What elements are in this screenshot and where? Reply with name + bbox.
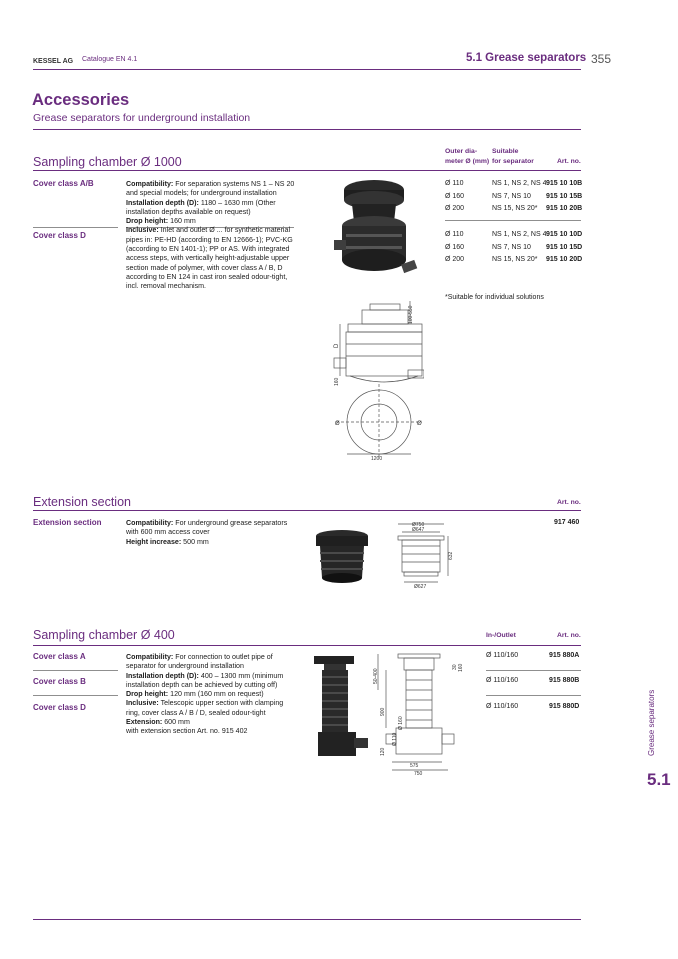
label-cover-a: Cover class A <box>33 652 86 661</box>
dim-632: 632 <box>448 551 454 560</box>
label-cover-b: Cover class B <box>33 677 86 686</box>
dim-30: 30 <box>452 664 458 670</box>
dim-o160: Ø 160 <box>398 716 404 730</box>
dim-o110: Ø 110 <box>392 732 398 746</box>
section-rule <box>33 170 581 171</box>
col-header-art-no-ext: Art. no. <box>557 499 581 506</box>
dim-dia-left: Ø <box>335 421 340 427</box>
header-rule <box>33 69 581 70</box>
dim-dia-right: Ø <box>417 421 422 427</box>
dim-d627: Ø627 <box>414 584 427 590</box>
sampling-chamber-1000-drawing <box>332 296 424 462</box>
col-header-art-no: Art. no. <box>557 158 581 165</box>
label-cover-d-400: Cover class D <box>33 703 86 712</box>
side-tab-label: Grease separators <box>647 689 656 756</box>
dim-900: 900 <box>380 707 386 716</box>
dim-50-400: 50-400 <box>373 668 379 684</box>
table-d-artno: 915 10 10D 915 10 15D 915 10 20D <box>546 231 583 263</box>
sampling-400-rule <box>33 645 581 646</box>
dim-d647: Ø647 <box>412 527 425 533</box>
page-number: 355 <box>591 52 612 66</box>
row-400-b-inout: Ø 110/160 <box>486 677 519 684</box>
dim-120: 120 <box>380 747 386 756</box>
section-title: 5.1 Grease separators <box>466 52 587 64</box>
dim-160: 160 <box>458 663 464 672</box>
section-title-sampling-400: Sampling chamber Ø 400 <box>33 628 175 642</box>
col-header-suitable: Suitable for separator <box>492 148 534 165</box>
label-extension: Extension section <box>33 518 102 527</box>
col-header-art-no-400: Art. no. <box>557 632 581 639</box>
footer-rule <box>33 919 581 920</box>
label-cover-ab: Cover class A/B <box>33 179 94 188</box>
table-ab-artno: 915 10 10B 915 10 15B 915 10 20B <box>546 180 583 212</box>
footnote: *Suitable for individual solutions <box>445 294 544 301</box>
dim-575: 575 <box>410 763 419 769</box>
extension-artno: 917 460 <box>554 519 580 526</box>
row-400-b-artno: 915 880B <box>549 677 580 684</box>
sampling-chamber-400-drawing <box>370 650 470 776</box>
label-cover-d: Cover class D <box>33 231 86 240</box>
section-title-extension: Extension section <box>33 495 131 509</box>
row-400-d-inout: Ø 110/160 <box>486 703 519 710</box>
row-400-d-artno: 915 880D <box>549 703 580 710</box>
side-tab <box>647 676 673 760</box>
row-400-a-inout: Ø 110/160 <box>486 652 519 659</box>
dim-d: D <box>334 343 340 348</box>
table-ab-diameter: Ø 110 Ø 160 Ø 200 <box>445 180 465 212</box>
dim-drop: 160 <box>334 377 340 386</box>
table-d-separator: NS 1, NS 2, NS 4 NS 7, NS 10 NS 15, NS 20* <box>492 231 547 263</box>
extension-rule <box>33 510 581 511</box>
description-extension: Compatibility: For underground grease separators with 600 mm access cover Height increase: 500 mm <box>126 519 288 546</box>
dim-d750: Ø750 <box>412 522 425 528</box>
heading-rule <box>33 129 581 130</box>
table-ab-separator: NS 1, NS 2, NS 4 NS 7, NS 10 NS 15, NS 20* <box>492 180 547 212</box>
dim-top: 100-550 <box>408 305 414 324</box>
extension-section-photo <box>312 528 372 586</box>
description-sampling-1000: Compatibility: For separation systems NS 1 – NS 20 and special models; for underground installation Installation depth (D): 1180 – 1630 mm (Other installation depths available on request) Drop height: 160 mm Inclusive: Inlet and outlet Ø ... for synthetic material pipes in: PE-HD (according to EN 12666-1); PVC-KG (according to EN 1401-1); PP or AS. With integrated access steps, with vertically height-adjustable upper section made of polymer, with cover class A / B, D according to EN 124 in cast iron sealed odour-tight, incl. removal mechanism. <box>126 180 295 291</box>
dim-750: 750 <box>414 771 423 776</box>
side-section-number: 5.1 <box>647 770 671 789</box>
catalogue-label: Catalogue EN 4.1 <box>82 56 138 63</box>
sampling-chamber-1000-photo <box>332 174 422 292</box>
row-400-a-artno: 915 880A <box>549 652 580 659</box>
description-sampling-400: Compatibility: For connection to outlet pipe of separator for underground installation Installation depth (D): 400 – 1300 mm (minimum installation depth can be achieved by cutting off) Drop height: 120 mm (160 mm on request) Inclusive: Telescopic upper section with clamping ring, cover class A / B / D, sealed odour-tight Extension: 600 mm with extension section Art. no. 915 402 <box>126 653 284 736</box>
page-title: Accessories <box>32 91 130 109</box>
dim-width: 1200 <box>371 456 383 462</box>
col-header-inout: In-/Outlet <box>486 632 516 639</box>
company-name: KESSEL AG <box>33 58 74 65</box>
sampling-chamber-400-photo <box>312 654 370 764</box>
section-title-sampling-1000: Sampling chamber Ø 1000 <box>33 155 182 169</box>
extension-section-drawing <box>392 520 458 590</box>
col-header-diameter: Outer dia- meter Ø (mm) <box>445 148 490 165</box>
table-d-diameter: Ø 110 Ø 160 Ø 200 <box>445 231 465 263</box>
page-subtitle: Grease separators for underground installation <box>33 112 251 124</box>
